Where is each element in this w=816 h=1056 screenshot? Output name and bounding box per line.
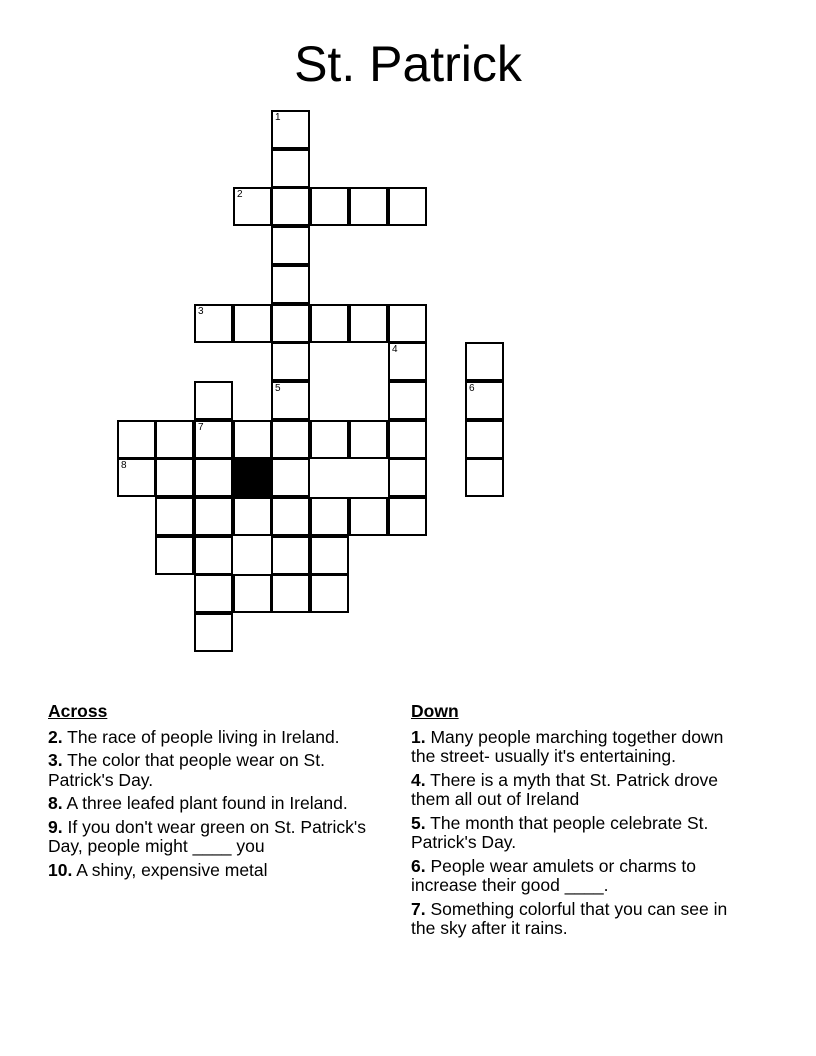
down-clue <box>411 814 751 853</box>
clue-num: 5. <box>411 812 426 833</box>
clue-num: 10. <box>48 859 73 880</box>
grid-cell[interactable] <box>465 381 504 420</box>
grid-cell[interactable] <box>388 342 427 381</box>
clue-number: 1 <box>275 112 281 123</box>
grid-cell[interactable] <box>155 420 194 459</box>
grid-cell[interactable] <box>233 187 272 226</box>
grid-cell[interactable] <box>194 497 233 536</box>
clue-number: 4 <box>392 344 398 355</box>
down-clue <box>411 900 751 939</box>
clue-number: 3 <box>198 306 204 317</box>
down-clue <box>411 771 751 810</box>
grid-cell[interactable] <box>388 458 427 497</box>
black-cell <box>233 458 272 497</box>
grid-cell[interactable] <box>194 420 233 459</box>
grid-cell[interactable] <box>194 458 233 497</box>
grid-cell[interactable] <box>388 187 427 226</box>
grid-cell[interactable] <box>117 458 156 497</box>
grid-cell[interactable] <box>271 342 310 381</box>
clue-num: 2. <box>48 726 63 747</box>
page-title: St. Patrick <box>294 36 522 92</box>
across-clue <box>48 794 388 814</box>
grid-cell[interactable] <box>155 536 194 575</box>
grid-cell[interactable] <box>349 497 388 536</box>
grid-cell[interactable] <box>117 420 156 459</box>
across-clue <box>48 751 388 790</box>
clue-text: The race of people living in Ireland. <box>67 726 340 747</box>
grid-cell[interactable] <box>194 381 233 420</box>
clue-text: The month that people celebrate St. Patrick's Day. <box>411 812 709 852</box>
clue-text: A three leafed plant found in Ireland. <box>66 793 348 813</box>
grid-cell[interactable] <box>194 304 233 343</box>
clue-text: The color that people wear on St. Patrick's Day. <box>48 750 325 790</box>
grid-cell[interactable] <box>271 574 310 613</box>
clue-text: There is a myth that St. Patrick drove them all out of Ireland <box>411 769 719 809</box>
down-clue <box>411 728 751 767</box>
grid-cell[interactable] <box>349 420 388 459</box>
grid-cell[interactable] <box>465 420 504 459</box>
grid-cell[interactable] <box>310 574 349 613</box>
grid-cell[interactable] <box>233 497 272 536</box>
clue-text: People wear amulets or charms to increase their good ____. <box>411 855 697 895</box>
across-clue <box>48 728 388 748</box>
down-clues <box>411 702 751 943</box>
clue-num: 7. <box>411 898 426 919</box>
grid-cell[interactable] <box>233 420 272 459</box>
grid-cell[interactable] <box>271 497 310 536</box>
grid-cell[interactable] <box>271 110 310 149</box>
clue-text: Something colorful that you can see in the sky after it rains. <box>411 898 728 938</box>
grid-cell[interactable] <box>465 342 504 381</box>
down-heading: Down <box>411 701 459 721</box>
grid-cell[interactable] <box>310 420 349 459</box>
grid-cell[interactable] <box>310 536 349 575</box>
across-clues <box>48 702 388 884</box>
clue-num: 6. <box>411 855 426 876</box>
across-clue <box>48 861 388 881</box>
clue-number: 6 <box>469 383 475 394</box>
grid-cell[interactable] <box>271 536 310 575</box>
clue-num: 1. <box>411 726 426 747</box>
grid-cell[interactable] <box>233 304 272 343</box>
grid-cell[interactable] <box>194 536 233 575</box>
across-heading: Across <box>48 701 108 721</box>
across-clue-list <box>48 728 388 881</box>
grid-cell[interactable] <box>271 381 310 420</box>
down-clue <box>411 857 751 896</box>
clue-number: 5 <box>275 383 281 394</box>
clue-num: 3. <box>48 750 63 770</box>
grid-cell[interactable] <box>194 574 233 613</box>
grid-cell[interactable] <box>271 149 310 188</box>
across-clue <box>48 818 388 857</box>
grid-cell[interactable] <box>310 187 349 226</box>
grid-cell[interactable] <box>349 187 388 226</box>
grid-cell[interactable] <box>155 497 194 536</box>
grid-cell[interactable] <box>194 613 233 652</box>
grid-cell[interactable] <box>310 497 349 536</box>
grid-cell[interactable] <box>271 226 310 265</box>
clue-num: 8. <box>48 793 63 813</box>
grid-cell[interactable] <box>155 458 194 497</box>
grid-cell[interactable] <box>271 420 310 459</box>
grid-cell[interactable] <box>388 304 427 343</box>
grid-cell[interactable] <box>271 304 310 343</box>
grid-cell[interactable] <box>233 574 272 613</box>
clue-number: 8 <box>121 460 127 471</box>
clue-text: If you don't wear green on St. Patrick's Day, people might ____ you <box>48 816 366 856</box>
clue-num: 4. <box>411 769 426 790</box>
grid-cell[interactable] <box>465 458 504 497</box>
grid-cell[interactable] <box>349 304 388 343</box>
grid-cell[interactable] <box>271 458 310 497</box>
grid-cell[interactable] <box>271 265 310 304</box>
grid-cell[interactable] <box>271 187 310 226</box>
grid-cell[interactable] <box>388 381 427 420</box>
grid-cell[interactable] <box>388 420 427 459</box>
clue-number: 7 <box>198 422 204 433</box>
clue-text: Many people marching together down the street- usually it's entertaining. <box>411 726 724 766</box>
clue-text: A shiny, expensive metal <box>76 859 268 880</box>
grid-cell[interactable] <box>310 304 349 343</box>
grid-cell[interactable] <box>388 497 427 536</box>
clue-num: 9. <box>48 816 63 837</box>
down-clue-list <box>411 728 751 939</box>
clue-number: 2 <box>237 189 243 200</box>
